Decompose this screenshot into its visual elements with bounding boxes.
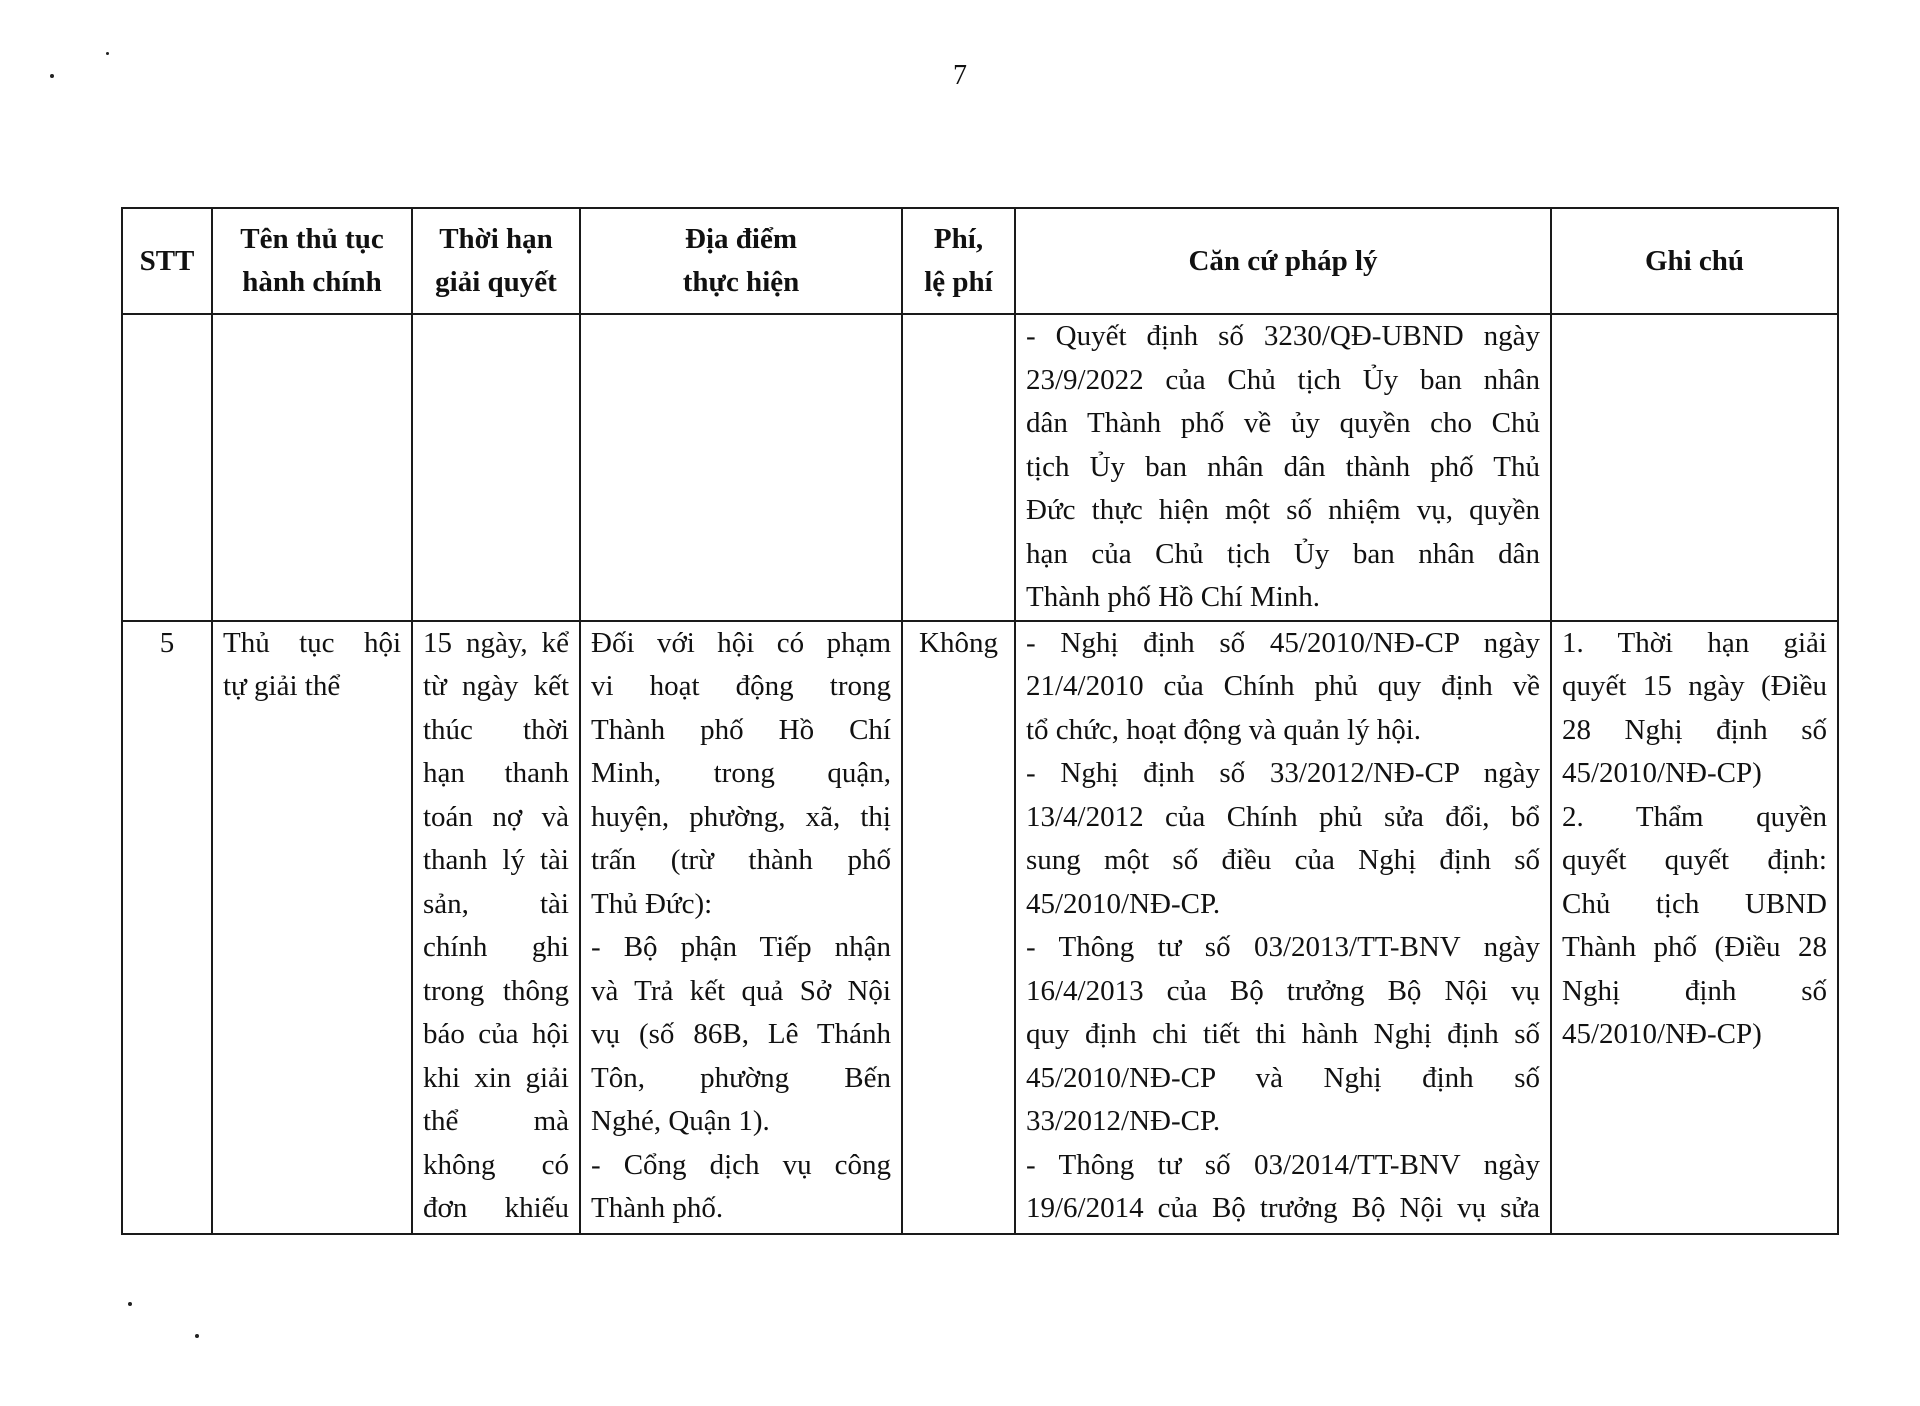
cell-deadline [412, 621, 580, 1234]
cell-deadline-empty [412, 314, 580, 621]
location-line: Thủ Đức): [591, 887, 713, 920]
legal-basis-line: sung một số điều của Nghị định số [1026, 844, 1540, 876]
deadline-line: sản, tài [423, 887, 569, 920]
location-line: Tôn, phường Bến [591, 1061, 891, 1094]
scan-speck [50, 74, 54, 78]
scan-speck [195, 1334, 199, 1338]
legal-basis-line: 45/2010/NĐ-CP và Nghị định số [1026, 1061, 1540, 1094]
deadline-line: báo của hội [423, 1018, 569, 1050]
location-line: Thành phố. [591, 1192, 724, 1224]
notes-line: 28 Nghị định số [1562, 713, 1827, 746]
notes-line: quyết 15 ngày (Điều [1562, 670, 1827, 702]
cell-stt-empty [122, 314, 212, 621]
notes-line: quyết quyết định: [1562, 844, 1827, 876]
notes-line: 1. Thời hạn giải [1562, 626, 1827, 659]
location-line: - Bộ phận Tiếp nhận [591, 931, 891, 963]
legal-basis-line: Thành phố Hồ Chí Minh. [1026, 581, 1321, 613]
page-number: 7 [953, 60, 967, 91]
deadline-line: toán nợ và [423, 800, 569, 833]
cell-location-empty [580, 314, 902, 621]
cell-legal-basis-continuation [1015, 314, 1551, 621]
cell-notes [1551, 621, 1838, 1234]
cell-notes-empty [1551, 314, 1838, 621]
cell-fee [902, 621, 1015, 1234]
header-notes: Ghi chú [1551, 208, 1838, 314]
table-row-continuation [122, 314, 1838, 621]
location-line: trấn (trừ thành phố [591, 844, 891, 876]
notes-line: 45/2010/NĐ-CP) [1562, 1018, 1762, 1050]
legal-basis-line: - Quyết định số 3230/QĐ-UBND ngày [1026, 320, 1540, 352]
deadline-line: chính ghi [423, 931, 569, 963]
cell-fee-empty [902, 314, 1015, 621]
legal-basis-line: 33/2012/NĐ-CP. [1026, 1105, 1221, 1137]
legal-basis-line: - Nghị định số 45/2010/NĐ-CP ngày [1026, 626, 1540, 659]
location-line: Nghé, Quận 1). [591, 1105, 770, 1137]
location-line: - Cổng dịch vụ công [591, 1148, 891, 1181]
legal-basis-line: dân Thành phố về ủy quyền cho Chủ [1026, 407, 1540, 439]
cell-procedure-empty [212, 314, 412, 621]
legal-basis-line: 23/9/2022 của Chủ tịch Ủy ban nhân [1026, 363, 1540, 396]
legal-basis-line: 16/4/2013 của Bộ trưởng Bộ Nội vụ [1026, 974, 1540, 1007]
location-line: Đối với hội có phạm [591, 626, 891, 659]
header-deadline: Thời hạn giải quyết [412, 208, 580, 314]
notes-line: Chủ tịch UBND [1562, 887, 1827, 920]
notes-line: 2. Thẩm quyền [1562, 800, 1827, 833]
notes-line: Nghị định số [1562, 974, 1827, 1007]
deadline-line: trong thông [423, 974, 569, 1007]
header-legal-basis: Căn cứ pháp lý [1015, 208, 1551, 314]
deadline-line: thanh lý tài [423, 844, 569, 876]
location-line: Minh, trong quận, [591, 757, 891, 789]
deadline-line: thể mà [423, 1105, 569, 1137]
cell-procedure-name [212, 621, 412, 1234]
header-stt: STT [122, 208, 212, 314]
legal-basis-line: tổ chức, hoạt động và quản lý hội. [1026, 713, 1422, 746]
deadline-line: hạn thanh [423, 757, 569, 789]
deadline-line: thúc thời [423, 713, 569, 746]
legal-basis-line: quy định chi tiết thi hành Nghị định số [1026, 1018, 1540, 1050]
legal-basis-line: hạn của Chủ tịch Ủy ban nhân dân [1026, 537, 1540, 570]
deadline-line: đơn khiếu [423, 1192, 569, 1224]
cell-stt [122, 621, 212, 1234]
notes-line: 45/2010/NĐ-CP) [1562, 757, 1762, 789]
legal-basis-line: 45/2010/NĐ-CP. [1026, 887, 1221, 920]
deadline-line: từ ngày kết [423, 670, 569, 702]
header-fee: Phí, lệ phí [902, 208, 1015, 314]
fee-value: Không [919, 626, 998, 659]
location-line: Thành phố Hồ Chí [591, 713, 891, 746]
location-line: huyện, phường, xã, thị [591, 800, 891, 833]
scan-speck [106, 52, 109, 55]
legal-basis-line: tịch Ủy ban nhân dân thành phố Thủ [1026, 450, 1540, 483]
legal-basis-line: Đức thực hiện một số nhiệm vụ, quyền [1026, 494, 1540, 526]
table-header-row [122, 208, 1838, 314]
deadline-line: khi xin giải [423, 1061, 569, 1094]
header-location: Địa điểm thực hiện [580, 208, 902, 314]
legal-basis-line: 21/4/2010 của Chính phủ quy định về [1026, 670, 1540, 702]
legal-basis-line: - Thông tư số 03/2014/TT-BNV ngày [1026, 1148, 1540, 1181]
notes-line: Thành phố (Điều 28 [1562, 931, 1827, 963]
row-number: 5 [159, 626, 175, 659]
scan-speck [128, 1302, 132, 1306]
procedure-line: tự giải thể [223, 670, 341, 702]
deadline-line: 15 ngày, kể [423, 626, 569, 659]
deadline-line: không có [423, 1148, 569, 1181]
procedure-line: Thủ tục hội [223, 626, 401, 659]
cell-location [580, 621, 902, 1234]
procedure-table [121, 207, 1839, 1235]
cell-legal-basis [1015, 621, 1551, 1234]
legal-basis-line: 13/4/2012 của Chính phủ sửa đổi, bổ [1026, 800, 1540, 833]
location-line: vi hoạt động trong [591, 670, 891, 702]
legal-basis-line: - Thông tư số 03/2013/TT-BNV ngày [1026, 931, 1540, 963]
location-line: và Trả kết quả Sở Nội [591, 974, 891, 1007]
header-procedure-name: Tên thủ tục hành chính [212, 208, 412, 314]
legal-basis-line: 19/6/2014 của Bộ trưởng Bộ Nội vụ sửa [1026, 1192, 1540, 1224]
legal-basis-line: - Nghị định số 33/2012/NĐ-CP ngày [1026, 757, 1540, 789]
location-line: vụ (số 86B, Lê Thánh [591, 1018, 891, 1050]
table-row [122, 621, 1838, 1234]
